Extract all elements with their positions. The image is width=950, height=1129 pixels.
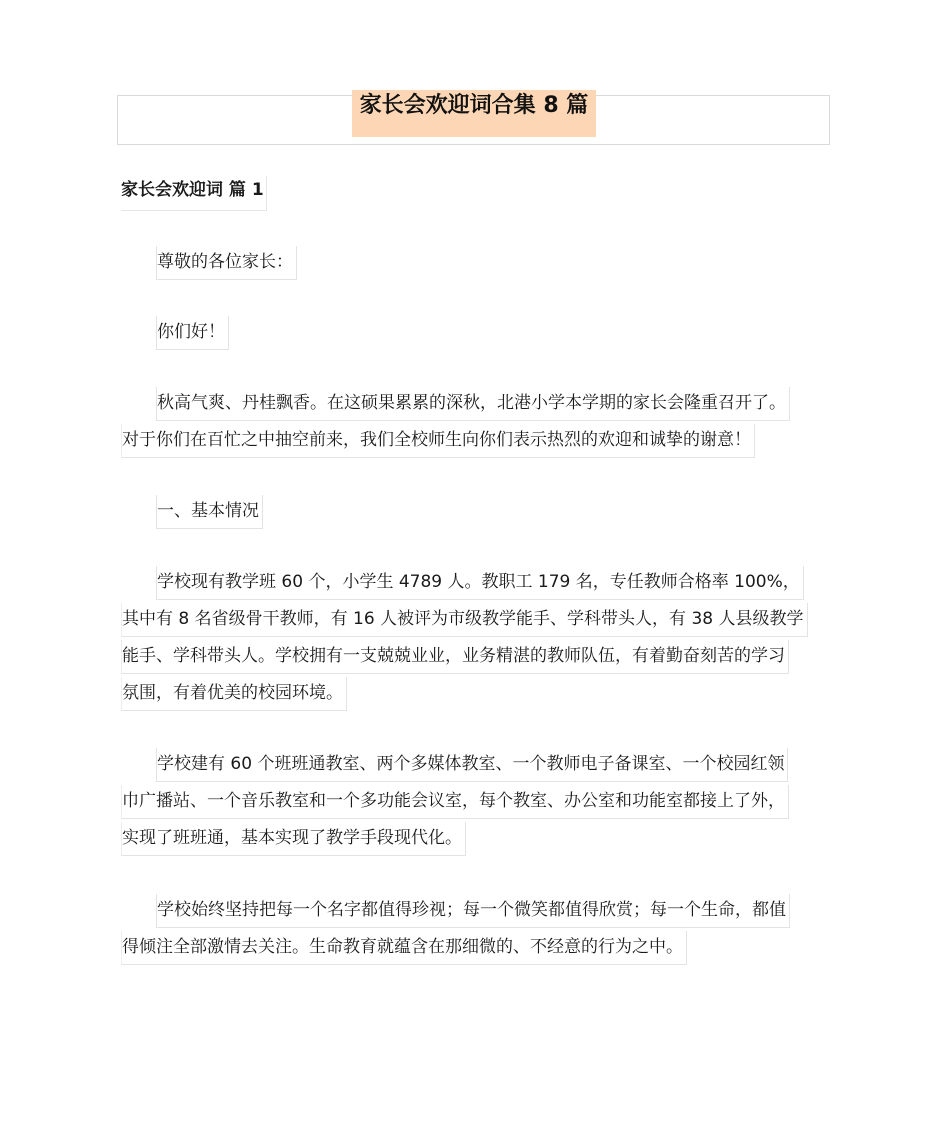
paragraph-line: 能手、学科带头人。学校拥有一支兢兢业业，业务精湛的教师队伍，有着勤奋刻苦的学习 [121, 640, 789, 674]
section-heading: 家长会欢迎词 篇 1 [121, 176, 267, 211]
paragraph-line: 尊敬的各位家长： [156, 246, 297, 280]
paragraph-line: 秋高气爽、丹桂飘香。在这硕果累累的深秋，北港小学本学期的家长会隆重召开了。 [156, 387, 790, 421]
paragraph-line: 氛围，有着优美的校园环境。 [121, 677, 347, 711]
paragraph-line: 其中有 8 名省级骨干教师，有 16 人被评为市级教学能手、学科带头人，有 38 人县级教学 [121, 603, 808, 637]
paragraph-line: 实现了班班通，基本实现了教学手段现代化。 [121, 822, 466, 856]
paragraph-7 [121, 892, 833, 966]
paragraph-5 [121, 564, 833, 712]
document-title: 家长会欢迎词合集 8 篇 [352, 90, 596, 137]
paragraph-1 [121, 244, 833, 281]
paragraph-line: 学校现有教学班 60 个，小学生 4789 人。教职工 179 名，专任教师合格率 100%， [156, 566, 804, 600]
paragraph-line: 巾广播站、一个音乐教室和一个多功能会议室，每个教室、办公室和功能室都接上了外， [121, 785, 789, 819]
paragraph-4 [121, 493, 833, 530]
paragraph-line: 学校始终坚持把每一个名字都值得珍视；每一个微笑都值得欣赏；每一个生命，都值 [156, 894, 790, 928]
paragraph-3 [121, 385, 833, 459]
paragraph-line: 学校建有 60 个班班通教室、两个多媒体教室、一个教师电子备课室、一个校园红领 [156, 748, 788, 782]
paragraph-6 [121, 746, 833, 857]
paragraph-line: 对于你们在百忙之中抽空前来，我们全校师生向你们表示热烈的欢迎和诚挚的谢意！ [121, 424, 755, 458]
paragraph-line: 一、基本情况 [156, 495, 263, 529]
paragraph-line: 得倾注全部激情去关注。生命教育就蕴含在那细微的、不经意的行为之中。 [121, 931, 687, 965]
paragraph-2 [121, 314, 833, 351]
paragraph-line: 你们好！ [156, 316, 229, 350]
